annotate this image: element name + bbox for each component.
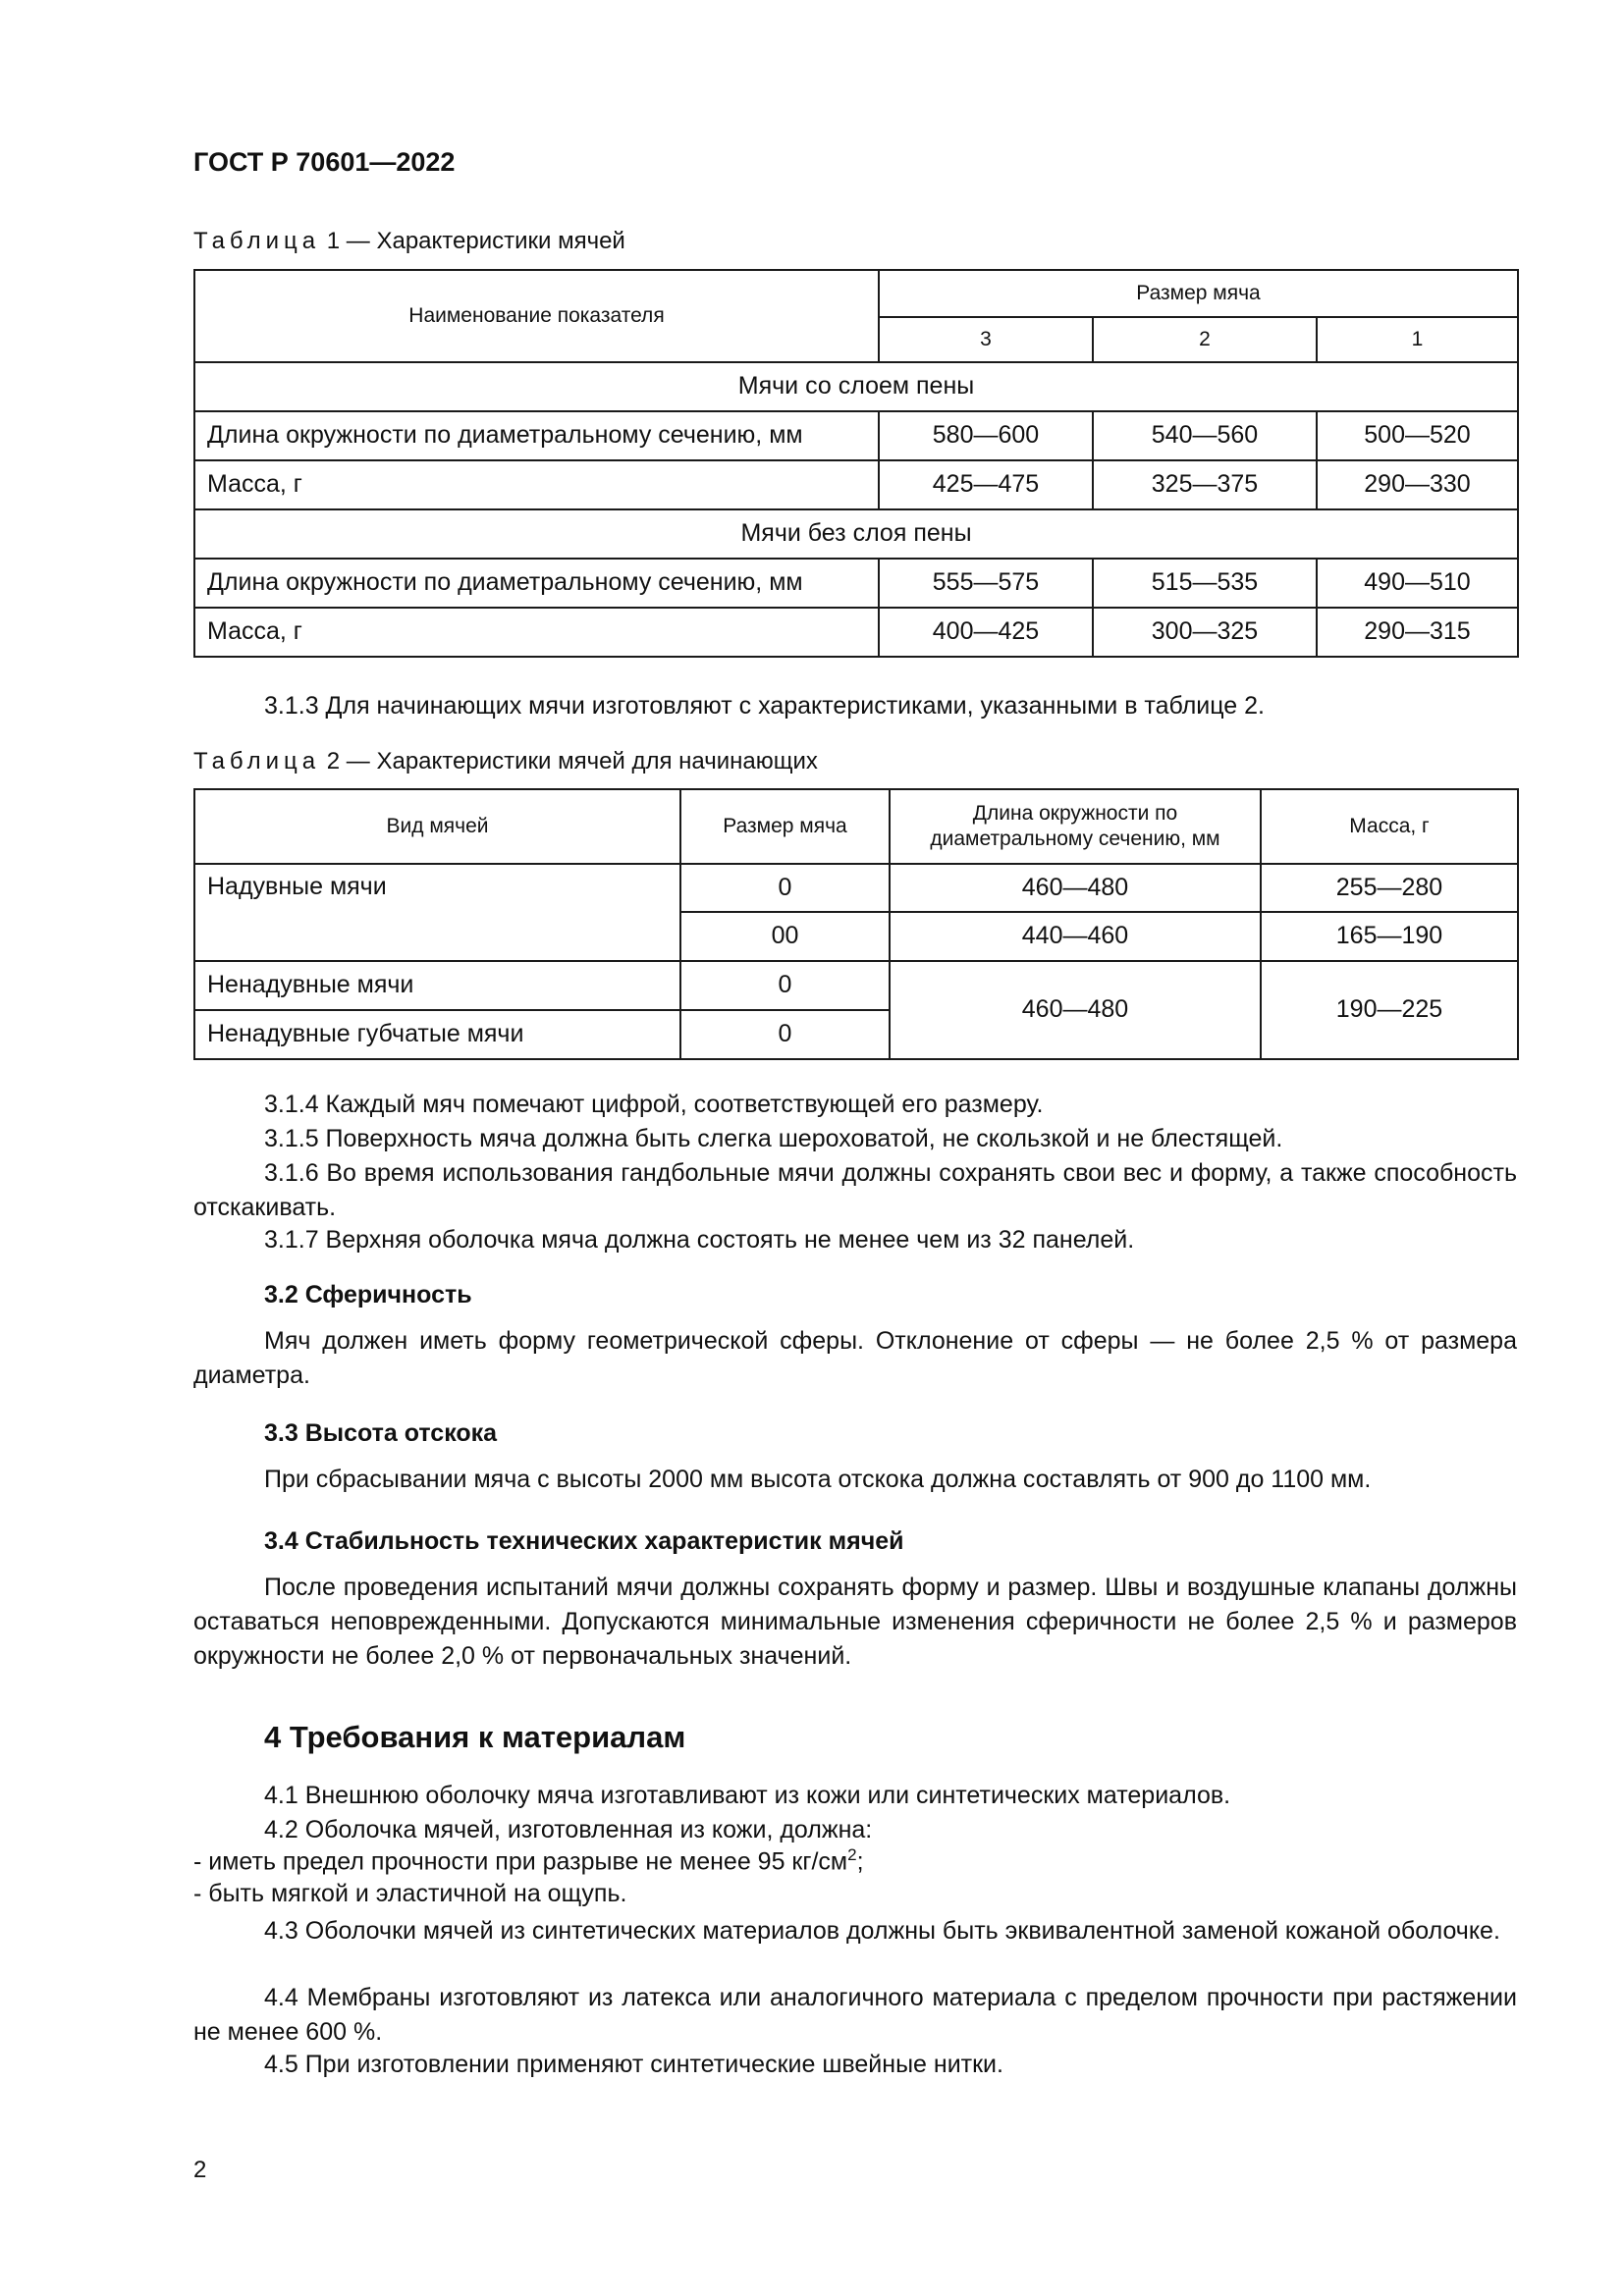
paragraph-3-1-7: 3.1.7 Верхняя оболочка мяча должна состоять не менее чем из 32 панелей. <box>264 1226 1135 1254</box>
table2-caption-text: 2 — Характеристики мячей для начинающих <box>326 748 818 774</box>
paragraph-4-3: 4.3 Оболочки мячей из синтетических материалов должны быть эквивалентной заменой кожаной оболочке. <box>264 1917 1500 1945</box>
table1-cell: 300—325 <box>1093 608 1317 657</box>
table1-cell: 580—600 <box>879 411 1093 460</box>
table1-cell: 515—535 <box>1093 559 1317 608</box>
table2-caption-word: Таблица <box>193 748 321 774</box>
table2-header-mass: Масса, г <box>1261 789 1518 864</box>
table2-cell: 460—480 <box>890 864 1261 912</box>
list-item-text: - иметь предел прочности при разрыве не менее 95 кг/см <box>193 1847 848 1876</box>
document-page <box>193 0 1517 2296</box>
paragraph-3-4: После проведения испытаний мячи должны сохранять форму и размер. Швы и воздушные клапаны должны оставаться неповрежденными. Допускаются минимальные изменения сферичности не более 2,5 % и размеров окружности не более 2,0 % от первоначальных значений. <box>193 1574 1517 1670</box>
table2-cell: 0 <box>680 864 890 912</box>
paragraph-3-1-4: 3.1.4 Каждый мяч помечают цифрой, соответствующей его размеру. <box>264 1091 1044 1118</box>
table1-cell: 400—425 <box>879 608 1093 657</box>
table-row <box>194 961 1518 1010</box>
table1-cell: 425—475 <box>879 460 1093 509</box>
list-item: - быть мягкой и эластичной на ощупь. <box>193 1880 627 1907</box>
table1-cell: 290—315 <box>1317 608 1518 657</box>
section-4-title: 4 Требования к материалам <box>264 1720 686 1754</box>
page-number: 2 <box>193 2157 207 2183</box>
table-row <box>194 864 1518 912</box>
section-3-4-title: 3.4 Стабильность технических характеристик мячей <box>264 1527 904 1555</box>
table1-header-name: Наименование показателя <box>194 270 879 362</box>
table1 <box>193 269 1519 658</box>
paragraph-4-5: 4.5 При изготовлении применяют синтетические швейные нитки. <box>264 2051 1003 2078</box>
paragraph-3-2: Мяч должен иметь форму геометрической сферы. Отклонение от сферы — не более 2,5 % от размера диаметра. <box>193 1327 1517 1389</box>
table2-cell: 0 <box>680 1010 890 1059</box>
section-3-2-title: 3.2 Сферичность <box>264 1281 472 1308</box>
table1-cell-name: Длина окружности по диаметральному сечению, мм <box>194 559 879 608</box>
table1-group-foam: Мячи со слоем пены <box>194 362 1518 411</box>
document-header: ГОСТ Р 70601—2022 <box>193 147 456 177</box>
table1-cell: 555—575 <box>879 559 1093 608</box>
table1-cell: 540—560 <box>1093 411 1317 460</box>
section-3-3-title: 3.3 Высота отскока <box>264 1419 498 1447</box>
table-row <box>194 460 1518 509</box>
table1-cell: 500—520 <box>1317 411 1518 460</box>
paragraph-3-1-5: 3.1.5 Поверхность мяча должна быть слегка шероховатой, не скользкой и не блестящей. <box>264 1125 1283 1152</box>
table2-header-size: Размер мяча <box>680 789 890 864</box>
paragraph-4-4: 4.4 Мембраны изготовляют из латекса или аналогичного материала с пределом прочности при растяжении не менее 600 %. <box>193 1984 1517 2046</box>
table1-cell-name: Длина окружности по диаметральному сечению, мм <box>194 411 879 460</box>
table-row <box>194 559 1518 608</box>
table1-group-nofoam: Мячи без слоя пены <box>194 509 1518 559</box>
table1-cell: 325—375 <box>1093 460 1317 509</box>
table1-cell-name: Масса, г <box>194 608 879 657</box>
list-item <box>193 1845 864 1876</box>
paragraph-3-1-3: 3.1.3 Для начинающих мячи изготовляют с характеристиками, указанными в таблице 2. <box>264 692 1265 720</box>
table1-cell: 490—510 <box>1317 559 1518 608</box>
table2-type-inflatable: Надувные мячи <box>194 864 680 961</box>
table2-cell: 190—225 <box>1261 961 1518 1059</box>
table1-caption-word: Таблица <box>193 228 321 254</box>
table2-type-noninflatable: Ненадувные мячи <box>194 961 680 1010</box>
table1-cell-name: Масса, г <box>194 460 879 509</box>
table1-caption-text: 1 — Характеристики мячей <box>326 228 625 254</box>
paragraph-3-3: При сбрасывании мяча с высоты 2000 мм высота отскока должна составлять от 900 до 1100 мм. <box>264 1466 1372 1493</box>
table2-type-sponge: Ненадувные губчатые мячи <box>194 1010 680 1059</box>
table2-caption <box>193 748 818 775</box>
paragraph-3-1-6: 3.1.6 Во время использования гандбольные мячи должны сохранять свои вес и форму, а также способность отскакивать. <box>193 1159 1517 1221</box>
table1-caption <box>193 228 625 255</box>
paragraph-4-2: 4.2 Оболочка мячей, изготовленная из кожи, должна: <box>264 1816 873 1843</box>
table1-size-3: 3 <box>879 317 1093 362</box>
table2-cell: 255—280 <box>1261 864 1518 912</box>
table2-cell: 440—460 <box>890 912 1261 961</box>
table1-size-2: 2 <box>1093 317 1317 362</box>
paragraph-4-1: 4.1 Внешнюю оболочку мяча изготавливают из кожи или синтетических материалов. <box>264 1782 1231 1809</box>
table2-cell: 165—190 <box>1261 912 1518 961</box>
table1-size-1: 1 <box>1317 317 1518 362</box>
table1-header-size: Размер мяча <box>879 270 1518 317</box>
table2-cell: 00 <box>680 912 890 961</box>
list-item-end: ; <box>856 1847 864 1876</box>
table2-header-type: Вид мячей <box>194 789 680 864</box>
table2-header-length: Длина окружности по диаметральному сечению, мм <box>890 789 1261 864</box>
table-row <box>194 411 1518 460</box>
table-row <box>194 608 1518 657</box>
superscript: 2 <box>847 1845 857 1864</box>
table2-cell: 460—480 <box>890 961 1261 1059</box>
table2 <box>193 788 1519 1060</box>
table1-cell: 290—330 <box>1317 460 1518 509</box>
table2-cell: 0 <box>680 961 890 1010</box>
